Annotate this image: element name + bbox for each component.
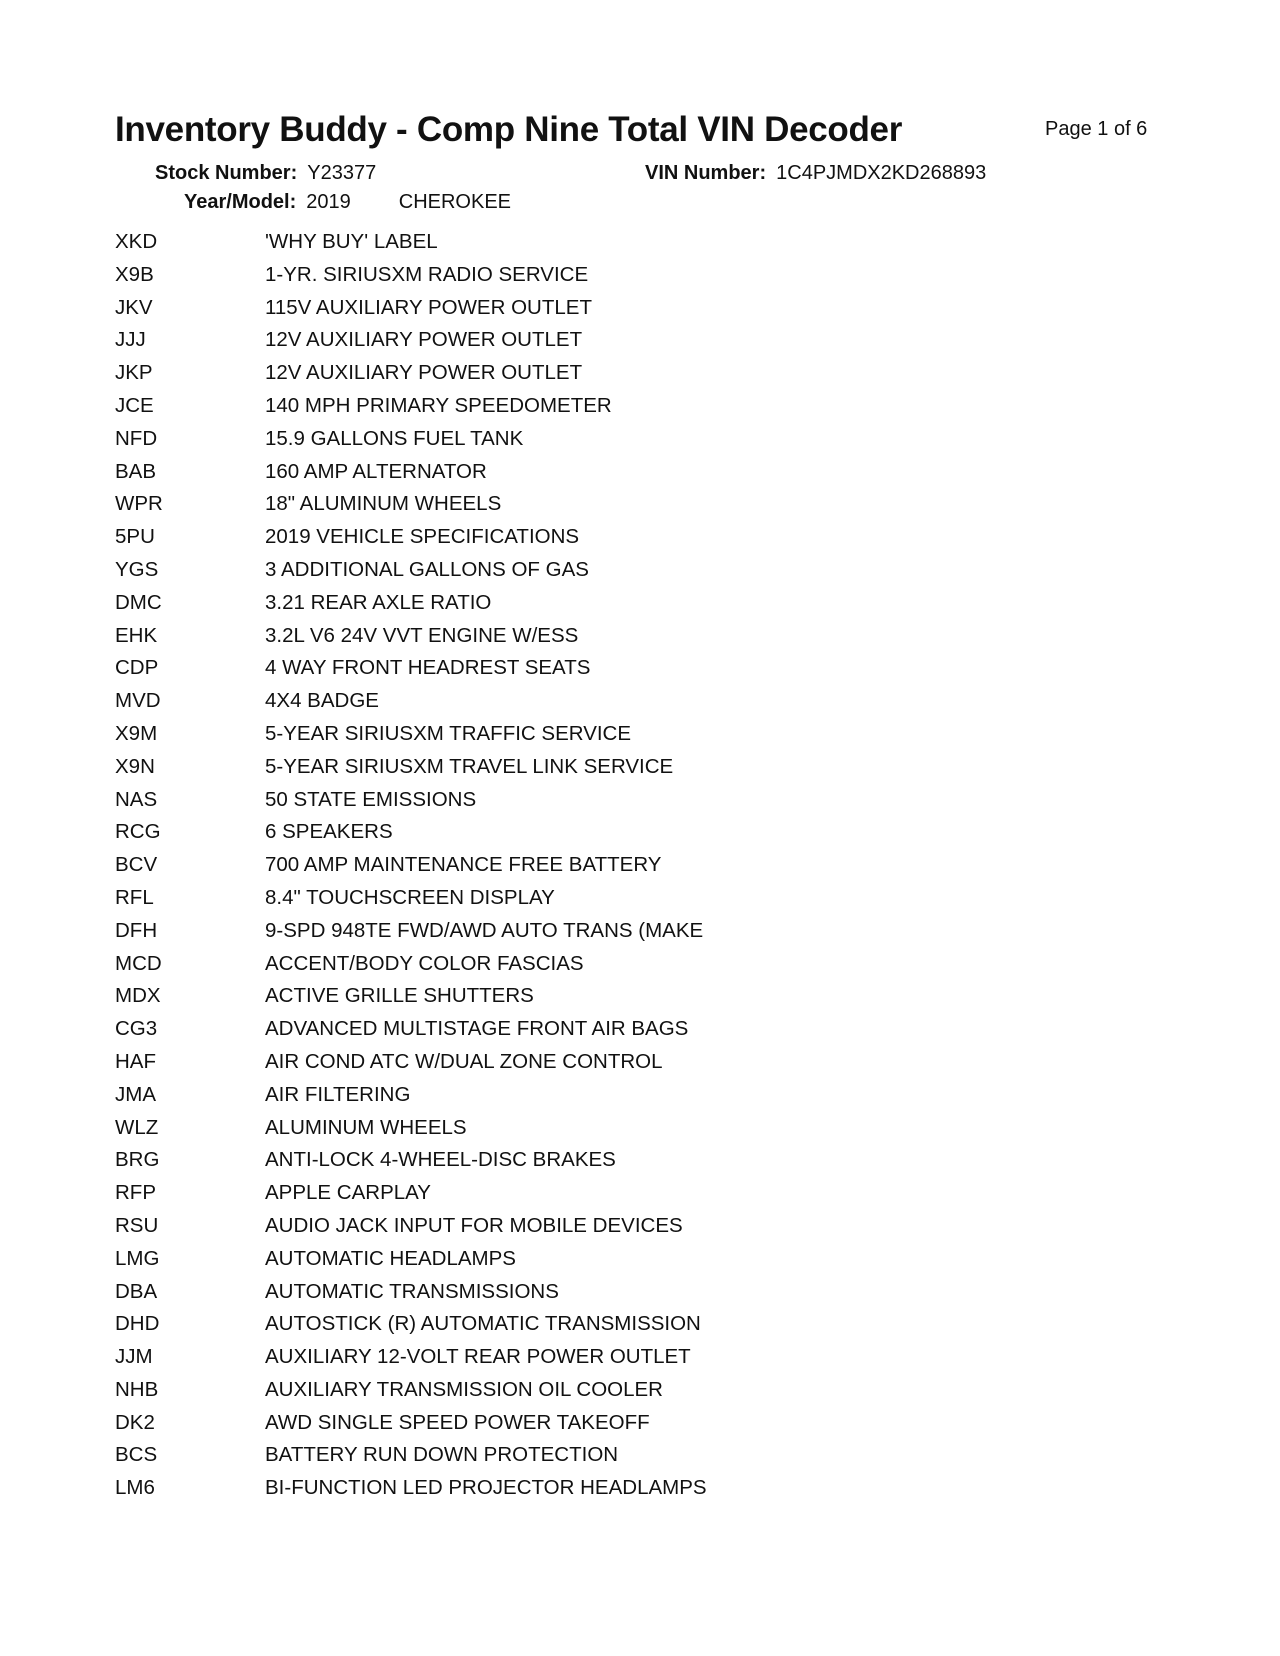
option-description: ANTI-LOCK 4-WHEEL-DISC BRAKES xyxy=(265,1148,616,1172)
option-row xyxy=(115,719,1015,752)
option-row xyxy=(115,1473,1015,1506)
option-description: ALUMINUM WHEELS xyxy=(265,1115,467,1139)
option-code: XKD xyxy=(115,230,158,253)
option-code: JKV xyxy=(115,295,153,319)
option-row xyxy=(115,653,1015,686)
option-code: CDP xyxy=(115,656,159,680)
option-description: AUXILIARY TRANSMISSION OIL COOLER xyxy=(265,1377,663,1401)
option-row xyxy=(115,1309,1015,1342)
option-code: DHD xyxy=(115,1312,160,1336)
model-value: CHEROKEE xyxy=(398,191,512,213)
option-description: ACCENT/BODY COLOR FASCIAS xyxy=(265,951,584,975)
option-description: 50 STATE EMISSIONS xyxy=(265,787,477,811)
option-description: AIR COND ATC W/DUAL ZONE CONTROL xyxy=(265,1049,663,1073)
option-description: 15.9 GALLONS FUEL TANK xyxy=(265,426,524,450)
option-code: DMC xyxy=(115,590,162,614)
option-description: 8.4" TOUCHSCREEN DISPLAY xyxy=(265,885,555,909)
option-code: JMA xyxy=(115,1082,156,1106)
option-description: 5-YEAR SIRIUSXM TRAFFIC SERVICE xyxy=(265,721,632,745)
option-code: NHB xyxy=(115,1377,159,1401)
option-description: 18" ALUMINUM WHEELS xyxy=(265,492,502,516)
option-description: 160 AMP ALTERNATOR xyxy=(265,459,487,483)
option-description: AUTOMATIC HEADLAMPS xyxy=(265,1246,516,1270)
option-code: BAB xyxy=(115,459,157,483)
option-description: 5-YEAR SIRIUSXM TRAVEL LINK SERVICE xyxy=(265,754,674,778)
option-row xyxy=(115,391,1015,424)
page-number: Page 1 of 6 xyxy=(1045,118,1148,140)
option-code: JKP xyxy=(115,361,153,385)
option-code-list xyxy=(115,227,1015,1506)
option-code: NAS xyxy=(115,787,158,811)
option-code: BRG xyxy=(115,1148,160,1172)
option-row xyxy=(115,227,1015,260)
option-code: X9B xyxy=(115,262,154,286)
option-description: 12V AUXILIARY POWER OUTLET xyxy=(265,328,583,352)
option-code: YGS xyxy=(115,557,159,581)
year-model-row xyxy=(184,191,511,214)
option-description: APPLE CARPLAY xyxy=(265,1181,431,1205)
option-description: AWD SINGLE SPEED POWER TAKEOFF xyxy=(265,1410,650,1434)
option-description: 12V AUXILIARY POWER OUTLET xyxy=(265,361,583,385)
option-row xyxy=(115,1113,1015,1146)
stock-number-label: Stock Number: xyxy=(155,162,298,184)
option-description: ADVANCED MULTISTAGE FRONT AIR BAGS xyxy=(265,1017,689,1041)
option-description: 4X4 BADGE xyxy=(265,689,379,713)
page-title: Inventory Buddy - Comp Nine Total VIN Decoder xyxy=(115,110,903,149)
option-row xyxy=(115,686,1015,719)
option-code: HAF xyxy=(115,1049,156,1073)
option-code: BCV xyxy=(115,853,158,877)
option-row xyxy=(115,489,1015,522)
option-code: X9M xyxy=(115,721,158,745)
stock-number-row xyxy=(155,162,376,185)
option-row xyxy=(115,1080,1015,1113)
option-code: 5PU xyxy=(115,525,155,549)
option-row xyxy=(115,588,1015,621)
option-row xyxy=(115,1277,1015,1310)
option-description: BI-FUNCTION LED PROJECTOR HEADLAMPS xyxy=(265,1476,707,1500)
option-row xyxy=(115,1178,1015,1211)
option-code: MCD xyxy=(115,951,162,975)
option-code: RFP xyxy=(115,1181,156,1205)
option-row xyxy=(115,1440,1015,1473)
year-value: 2019 xyxy=(306,191,351,213)
option-code: DBA xyxy=(115,1279,158,1303)
option-description: ACTIVE GRILLE SHUTTERS xyxy=(265,984,534,1008)
option-row xyxy=(115,916,1015,949)
option-description: 1-YR. SIRIUSXM RADIO SERVICE xyxy=(265,262,589,286)
option-row xyxy=(115,1244,1015,1277)
option-description: 3.21 REAR AXLE RATIO xyxy=(265,590,492,614)
vin-number-row xyxy=(645,162,986,185)
option-description: 'WHY BUY' LABEL xyxy=(265,230,438,253)
option-row xyxy=(115,1014,1015,1047)
option-code: RFL xyxy=(115,885,154,909)
option-row xyxy=(115,358,1015,391)
option-description: 4 WAY FRONT HEADREST SEATS xyxy=(265,656,591,680)
option-code: JJM xyxy=(115,1345,153,1369)
option-description: 3 ADDITIONAL GALLONS OF GAS xyxy=(265,557,589,581)
option-description: 115V AUXILIARY POWER OUTLET xyxy=(265,295,592,319)
option-code: MDX xyxy=(115,984,161,1008)
option-row xyxy=(115,293,1015,326)
option-row xyxy=(115,1211,1015,1244)
option-code: JJJ xyxy=(115,328,146,352)
option-code: JCE xyxy=(115,393,154,417)
option-row xyxy=(115,817,1015,850)
vin-number-value: 1C4PJMDX2KD268893 xyxy=(776,162,987,184)
option-description: 140 MPH PRIMARY SPEEDOMETER xyxy=(265,393,612,417)
option-code: LM6 xyxy=(115,1476,155,1500)
option-description: BATTERY RUN DOWN PROTECTION xyxy=(265,1443,619,1467)
option-row xyxy=(115,850,1015,883)
option-description: 700 AMP MAINTENANCE FREE BATTERY xyxy=(265,853,662,877)
option-code: RCG xyxy=(115,820,161,844)
option-code: RSU xyxy=(115,1213,159,1237)
option-row xyxy=(115,752,1015,785)
option-code: DK2 xyxy=(115,1410,155,1434)
option-row xyxy=(115,785,1015,818)
option-row xyxy=(115,621,1015,654)
option-row xyxy=(115,424,1015,457)
option-row xyxy=(115,981,1015,1014)
option-row xyxy=(115,260,1015,293)
option-description: AUTOMATIC TRANSMISSIONS xyxy=(265,1279,559,1303)
option-code: LMG xyxy=(115,1246,160,1270)
option-row xyxy=(115,1145,1015,1178)
option-row xyxy=(115,883,1015,916)
option-row xyxy=(115,555,1015,588)
option-row xyxy=(115,1342,1015,1375)
vin-number-label: VIN Number: xyxy=(645,162,767,184)
option-row xyxy=(115,457,1015,490)
option-description: AUDIO JACK INPUT FOR MOBILE DEVICES xyxy=(265,1213,683,1237)
option-code: WPR xyxy=(115,492,163,516)
option-code: EHK xyxy=(115,623,158,647)
option-description: AIR FILTERING xyxy=(265,1082,411,1106)
option-code: WLZ xyxy=(115,1115,159,1139)
option-description: 2019 VEHICLE SPECIFICATIONS xyxy=(265,525,580,549)
option-code: DFH xyxy=(115,918,158,942)
option-row xyxy=(115,1408,1015,1441)
option-row xyxy=(115,1375,1015,1408)
option-description: 6 SPEAKERS xyxy=(265,820,393,844)
option-code: MVD xyxy=(115,689,161,713)
option-row xyxy=(115,522,1015,555)
option-code: NFD xyxy=(115,426,158,450)
option-row xyxy=(115,325,1015,358)
option-description: 9-SPD 948TE FWD/AWD AUTO TRANS (MAKE xyxy=(265,918,704,942)
option-code: CG3 xyxy=(115,1017,158,1041)
option-description: AUTOSTICK (R) AUTOMATIC TRANSMISSION xyxy=(265,1312,701,1336)
option-description: 3.2L V6 24V VVT ENGINE W/ESS xyxy=(265,623,579,647)
option-description: AUXILIARY 12-VOLT REAR POWER OUTLET xyxy=(265,1345,691,1369)
option-row xyxy=(115,949,1015,982)
option-code: BCS xyxy=(115,1443,158,1467)
option-row xyxy=(115,1047,1015,1080)
year-model-label: Year/Model: xyxy=(184,191,297,213)
option-code: X9N xyxy=(115,754,155,778)
stock-number-value: Y23377 xyxy=(307,162,377,184)
